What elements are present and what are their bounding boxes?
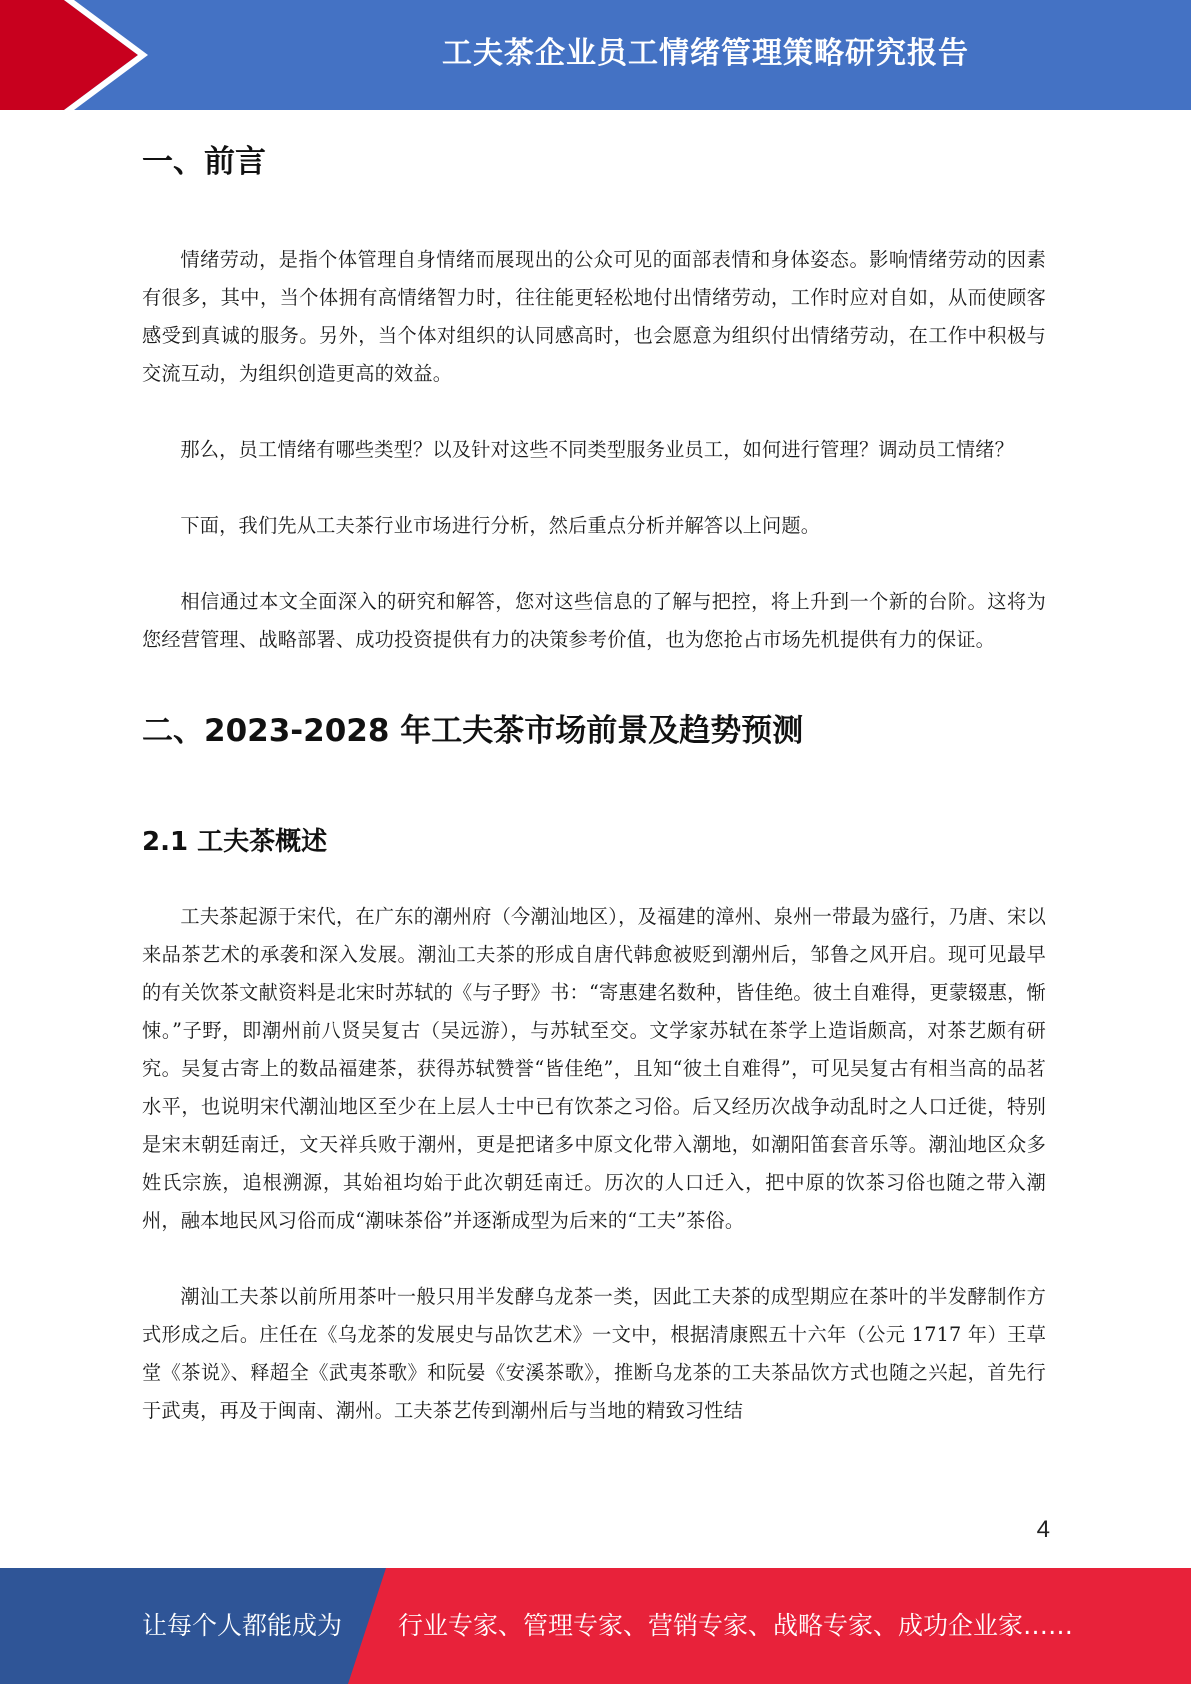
page-number: 4 [1036,1516,1050,1543]
footer-slogan-left: 让每个人都能成为 [142,1611,343,1640]
paragraph: 下面，我们先从工夫茶行业市场进行分析，然后重点分析并解答以上问题。 [180,514,821,537]
paragraph: 情绪劳动，是指个体管理自身情绪而展现出的公众可见的面部表情和身体姿态。影响情绪劳动的因素有很多，其中，当个体拥有高情绪智力时，往往能更轻松地付出情绪劳动，工作时应对自如，从而使顾客感受到真诚的服务。另外，当个体对组织的认同感高时，也会愿意为组织付出情绪劳动，在工作中积极与交流互动，为组织创造更高的效益。 [142,248,1046,385]
subsection-heading-overview: 2.1 工夫茶概述 [142,827,328,857]
section-heading-market-forecast: 二、2023-2028 年工夫茶市场前景及趋势预测 [142,713,804,749]
page-header [0,0,1191,110]
document-title: 工夫茶企业员工情绪管理策略研究报告 [442,36,969,71]
footer-slogan-right: 行业专家、管理专家、营销专家、战略专家、成功企业家…… [398,1611,1074,1640]
paragraph: 工夫茶起源于宋代，在广东的潮州府（今潮汕地区），及福建的漳州、泉州一带最为盛行，乃唐、宋以来品茶艺术的承袭和深入发展。潮汕工夫茶的形成自唐代韩愈被贬到潮州后，邹鲁之风开启。现可见最早的有关饮茶文献资料是北宋时苏轼的《与子野》书：“寄惠建名数种，皆佳绝。彼土自难得，更蒙辍惠，惭悚。”子野，即潮州前八贤吴复古（吴远游），与苏轼至交。文学家苏轼在茶学上造诣颇高，对茶艺颇有研究。吴复古寄上的数品福建茶，获得苏轼赞誉“皆佳绝”，且知“彼土自难得”，可见吴复古有相当高的品茗水平，也说明宋代潮汕地区至少在上层人士中已有饮茶之习俗。后又经历次战争动乱时之人口迁徙，特别是宋末朝廷南迁，文天祥兵败于潮州，更是把诸多中原文化带入潮地，如潮阳笛套音乐等。潮汕地区众多姓氏宗族，追根溯源，其始祖均始于此次朝廷南迁。历次的人口迁入，把中原的饮茶习俗也随之带入潮州，融本地民风习俗而成“潮味茶俗”并逐渐成型为后来的“工夫”茶俗。 [142,905,1046,1232]
section-heading-preface: 一、前言 [142,144,266,180]
chevron-arrow-icon [0,0,160,110]
paragraph: 那么，员工情绪有哪些类型？以及针对这些不同类型服务业员工，如何进行管理？调动员工情绪？ [180,438,1015,461]
page-footer [0,1568,1191,1684]
paragraph: 相信通过本文全面深入的研究和解答，您对这些信息的了解与把控，将上升到一个新的台阶。这将为您经营管理、战略部署、成功投资提供有力的决策参考价值，也为您抢占市场先机提供有力的保证。 [142,590,1046,651]
paragraph: 潮汕工夫茶以前所用茶叶一般只用半发酵乌龙茶一类，因此工夫茶的成型期应在茶叶的半发酵制作方式形成之后。庄任在《乌龙茶的发展史与品饮艺术》一文中，根据清康熙五十六年（公元 1717 年）王草堂《茶说》、释超全《武夷茶歌》和阮晏《安溪茶歌》，推断乌龙茶的工夫茶品饮方式也随之兴起，首先行于武夷，再及于闽南、潮州。工夫茶艺传到潮州后与当地的精致习性结 [142,1285,1046,1422]
document-body [142,132,1046,1430]
